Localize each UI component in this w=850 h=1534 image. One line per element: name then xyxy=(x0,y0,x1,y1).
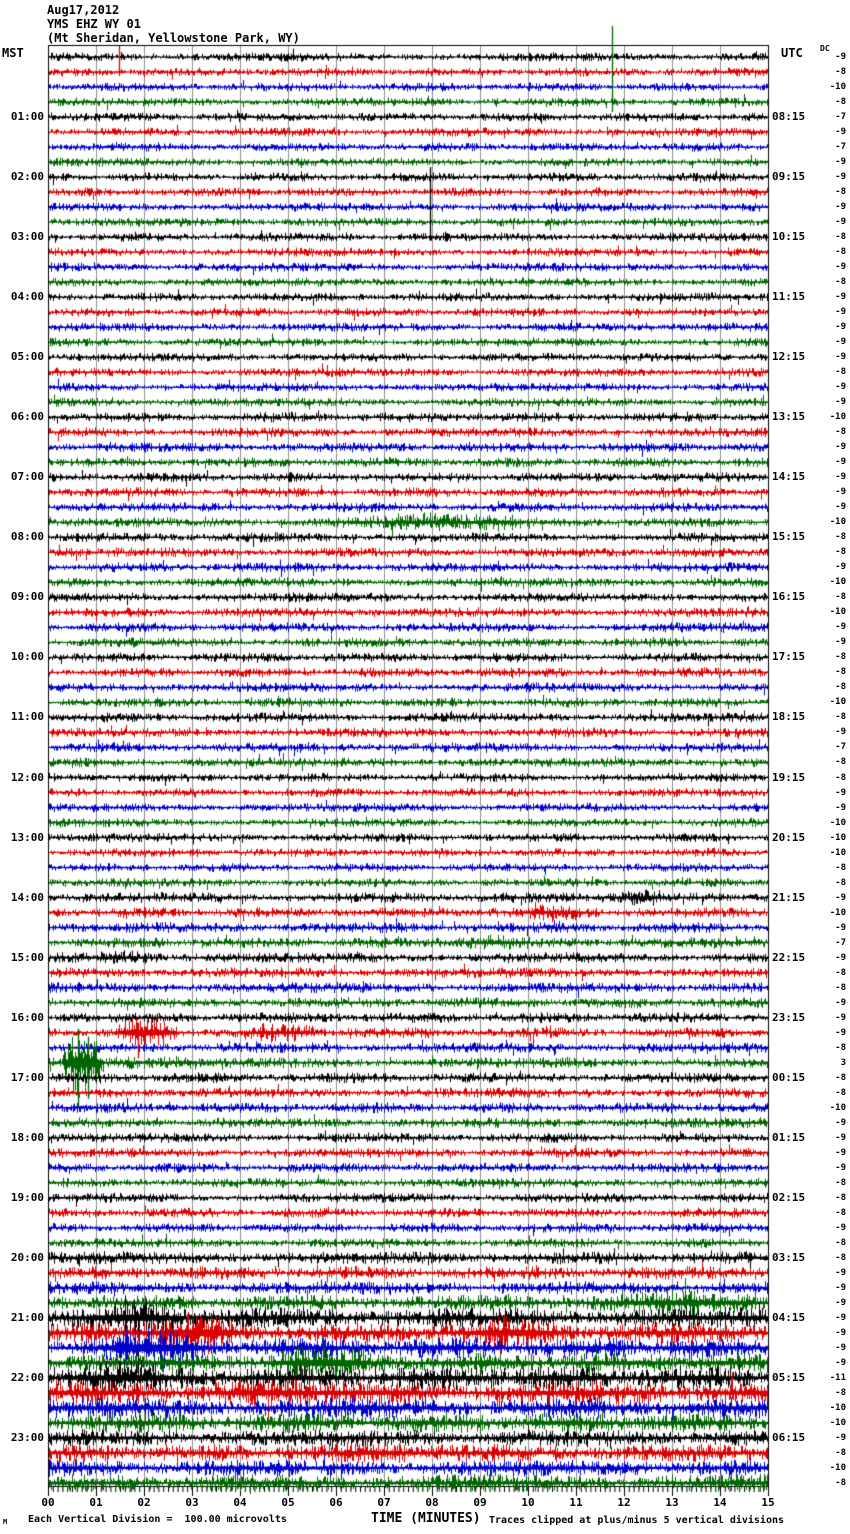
dc-value: -8 xyxy=(835,1073,846,1083)
utc-time-label: 19:15 xyxy=(772,771,806,784)
dc-value: -7 xyxy=(835,938,846,948)
dc-value: -8 xyxy=(835,682,846,692)
dc-value: -9 xyxy=(835,1148,846,1158)
dc-value: -9 xyxy=(835,622,846,632)
dc-value: -9 xyxy=(835,157,846,167)
mst-time-label: 05:00 xyxy=(10,350,44,363)
mst-time-label: 08:00 xyxy=(10,530,44,543)
dc-value: -10 xyxy=(829,517,846,527)
dc-value: -9 xyxy=(835,487,846,497)
dc-value: -8 xyxy=(835,367,846,377)
dc-value: -9 xyxy=(835,322,846,332)
dc-value: -9 xyxy=(835,803,846,813)
dc-value: -9 xyxy=(835,292,846,302)
x-tick-label: 09 xyxy=(473,1496,487,1509)
dc-value: -9 xyxy=(835,457,846,467)
mst-time-label: 12:00 xyxy=(10,771,44,784)
dc-value: -9 xyxy=(835,637,846,647)
utc-time-label: 23:15 xyxy=(772,1011,806,1024)
dc-value: -8 xyxy=(835,592,846,602)
mst-time-label: 17:00 xyxy=(10,1071,44,1084)
dc-value: -9 xyxy=(835,727,846,737)
dc-value: -10 xyxy=(829,833,846,843)
utc-time-label: 14:15 xyxy=(772,470,806,483)
utc-time-label: 12:15 xyxy=(772,350,806,363)
utc-time-label: 18:15 xyxy=(772,710,806,723)
utc-time-label: 08:15 xyxy=(772,110,806,123)
x-tick-label: 06 xyxy=(329,1496,343,1509)
utc-time-label: 21:15 xyxy=(772,891,806,904)
dc-value: -9 xyxy=(835,352,846,362)
utc-time-label: 22:15 xyxy=(772,951,806,964)
dc-value: -9 xyxy=(835,1358,846,1368)
utc-time-label: 15:15 xyxy=(772,530,806,543)
corner-glyph: M xyxy=(3,1518,8,1526)
dc-value: -9 xyxy=(835,1283,846,1293)
dc-value: -7 xyxy=(835,142,846,152)
dc-value: -8 xyxy=(835,547,846,557)
dc-value: -10 xyxy=(829,908,846,918)
mst-time-label: 21:00 xyxy=(10,1311,44,1324)
dc-value: -9 xyxy=(835,562,846,572)
mst-time-label: 20:00 xyxy=(10,1251,44,1264)
dc-value: -10 xyxy=(829,82,846,92)
x-tick-label: 12 xyxy=(617,1496,631,1509)
dc-value: -8 xyxy=(835,1193,846,1203)
dc-value: -7 xyxy=(835,112,846,122)
dc-value: -8 xyxy=(835,1253,846,1263)
dc-value: -8 xyxy=(835,277,846,287)
clip-note: Traces clipped at plus/minus 5 vertical divisions xyxy=(489,1515,785,1526)
dc-value: -9 xyxy=(835,202,846,212)
dc-value: -8 xyxy=(835,1388,846,1398)
dc-value: -9 xyxy=(835,472,846,482)
dc-value: -8 xyxy=(835,427,846,437)
scale-note: Each Vertical Division = 100.00 microvolts xyxy=(28,1514,287,1525)
dc-value: -10 xyxy=(829,607,846,617)
dc-value: -9 xyxy=(835,1343,846,1353)
header-station: YMS EHZ WY 01 xyxy=(47,17,141,31)
mst-time-label: 06:00 xyxy=(10,410,44,423)
dc-value: -8 xyxy=(835,97,846,107)
mst-time-label: 07:00 xyxy=(10,470,44,483)
x-tick-label: 03 xyxy=(185,1496,199,1509)
dc-value: -11 xyxy=(829,1373,846,1383)
dc-value: -10 xyxy=(829,1403,846,1413)
dc-value: -9 xyxy=(835,502,846,512)
dc-value: -8 xyxy=(835,67,846,77)
mst-time-label: 04:00 xyxy=(10,290,44,303)
dc-value: -9 xyxy=(835,788,846,798)
utc-time-label: 06:15 xyxy=(772,1431,806,1444)
x-tick-label: 01 xyxy=(89,1496,103,1509)
dc-value: -9 xyxy=(835,1013,846,1023)
dc-value: -8 xyxy=(835,247,846,257)
mst-time-label: 16:00 xyxy=(10,1011,44,1024)
dc-value: -8 xyxy=(835,863,846,873)
dc-value: -8 xyxy=(835,1448,846,1458)
dc-value: -9 xyxy=(835,217,846,227)
utc-time-label: 09:15 xyxy=(772,170,806,183)
dc-value: -10 xyxy=(829,1418,846,1428)
dc-value: -9 xyxy=(835,1298,846,1308)
dc-value: -9 xyxy=(835,1328,846,1338)
dc-value: -9 xyxy=(835,1028,846,1038)
dc-value: -8 xyxy=(835,1238,846,1248)
mst-time-label: 10:00 xyxy=(10,650,44,663)
dc-value: -10 xyxy=(829,412,846,422)
mst-time-label: 18:00 xyxy=(10,1131,44,1144)
dc-value: -8 xyxy=(835,757,846,767)
dc-value: -8 xyxy=(835,878,846,888)
dc-value: -9 xyxy=(835,382,846,392)
mst-time-label: 13:00 xyxy=(10,831,44,844)
mst-time-label: 19:00 xyxy=(10,1191,44,1204)
utc-time-label: 03:15 xyxy=(772,1251,806,1264)
dc-value: -8 xyxy=(835,532,846,542)
utc-time-label: 11:15 xyxy=(772,290,806,303)
mst-time-label: 09:00 xyxy=(10,590,44,603)
dc-value: -8 xyxy=(835,232,846,242)
x-tick-label: 05 xyxy=(281,1496,295,1509)
x-tick-label: 00 xyxy=(41,1496,55,1509)
mst-time-label: 15:00 xyxy=(10,951,44,964)
dc-value: 3 xyxy=(840,1058,846,1068)
dc-value: -9 xyxy=(835,1313,846,1323)
dc-value: -9 xyxy=(835,52,846,62)
dc-value: -8 xyxy=(835,1088,846,1098)
header-date: Aug17,2012 xyxy=(47,3,120,17)
dc-value: -7 xyxy=(835,742,846,752)
x-tick-label: 11 xyxy=(569,1496,583,1509)
dc-value: -10 xyxy=(829,818,846,828)
utc-time-label: 00:15 xyxy=(772,1071,806,1084)
dc-value: -9 xyxy=(835,172,846,182)
dc-value: -8 xyxy=(835,983,846,993)
dc-value: -8 xyxy=(835,652,846,662)
dc-value: -8 xyxy=(835,667,846,677)
x-tick-label: 10 xyxy=(521,1496,535,1509)
dc-value: -8 xyxy=(835,1208,846,1218)
x-tick-label: 15 xyxy=(761,1496,775,1509)
dc-value: -9 xyxy=(835,893,846,903)
utc-time-label: 20:15 xyxy=(772,831,806,844)
utc-axis-label: UTC xyxy=(781,46,803,60)
utc-time-label: 01:15 xyxy=(772,1131,806,1144)
dc-value: -9 xyxy=(835,307,846,317)
mst-time-label: 01:00 xyxy=(10,110,44,123)
utc-time-label: 02:15 xyxy=(772,1191,806,1204)
dc-value: -9 xyxy=(835,127,846,137)
dc-value: -9 xyxy=(835,1133,846,1143)
header-location: (Mt Sheridan, Yellowstone Park, WY) xyxy=(47,31,300,45)
dc-value: -9 xyxy=(835,1163,846,1173)
utc-time-label: 05:15 xyxy=(772,1371,806,1384)
mst-time-label: 03:00 xyxy=(10,230,44,243)
mst-time-label: 22:00 xyxy=(10,1371,44,1384)
x-tick-label: 13 xyxy=(665,1496,679,1509)
x-tick-label: 08 xyxy=(425,1496,439,1509)
x-axis-title: TIME (MINUTES) xyxy=(371,1511,481,1526)
dc-value: -9 xyxy=(835,337,846,347)
dc-column-header: DC xyxy=(820,44,830,53)
dc-value: -9 xyxy=(835,397,846,407)
mst-time-label: 02:00 xyxy=(10,170,44,183)
dc-value: -9 xyxy=(835,1433,846,1443)
utc-time-label: 17:15 xyxy=(772,650,806,663)
x-tick-label: 07 xyxy=(377,1496,391,1509)
dc-value: -9 xyxy=(835,1118,846,1128)
dc-value: -9 xyxy=(835,262,846,272)
mst-time-label: 23:00 xyxy=(10,1431,44,1444)
dc-value: -9 xyxy=(835,442,846,452)
dc-value: -10 xyxy=(829,697,846,707)
utc-time-label: 13:15 xyxy=(772,410,806,423)
mst-time-label: 11:00 xyxy=(10,710,44,723)
mst-time-label: 14:00 xyxy=(10,891,44,904)
utc-time-label: 10:15 xyxy=(772,230,806,243)
dc-value: -9 xyxy=(835,1223,846,1233)
dc-value: -9 xyxy=(835,998,846,1008)
dc-value: -9 xyxy=(835,1268,846,1278)
x-tick-label: 04 xyxy=(233,1496,247,1509)
utc-time-label: 04:15 xyxy=(772,1311,806,1324)
dc-value: -8 xyxy=(835,1178,846,1188)
dc-value: -9 xyxy=(835,953,846,963)
dc-value: -10 xyxy=(829,1103,846,1113)
dc-value: -8 xyxy=(835,1478,846,1488)
utc-time-label: 16:15 xyxy=(772,590,806,603)
mst-axis-label: MST xyxy=(2,46,24,60)
dc-value: -8 xyxy=(835,773,846,783)
dc-value: -10 xyxy=(829,577,846,587)
dc-value: -9 xyxy=(835,923,846,933)
x-tick-label: 14 xyxy=(713,1496,727,1509)
dc-value: -8 xyxy=(835,712,846,722)
dc-value: -10 xyxy=(829,1463,846,1473)
dc-value: -8 xyxy=(835,187,846,197)
dc-value: -10 xyxy=(829,848,846,858)
dc-value: -8 xyxy=(835,1043,846,1053)
x-tick-label: 02 xyxy=(137,1496,151,1509)
dc-value: -8 xyxy=(835,968,846,978)
